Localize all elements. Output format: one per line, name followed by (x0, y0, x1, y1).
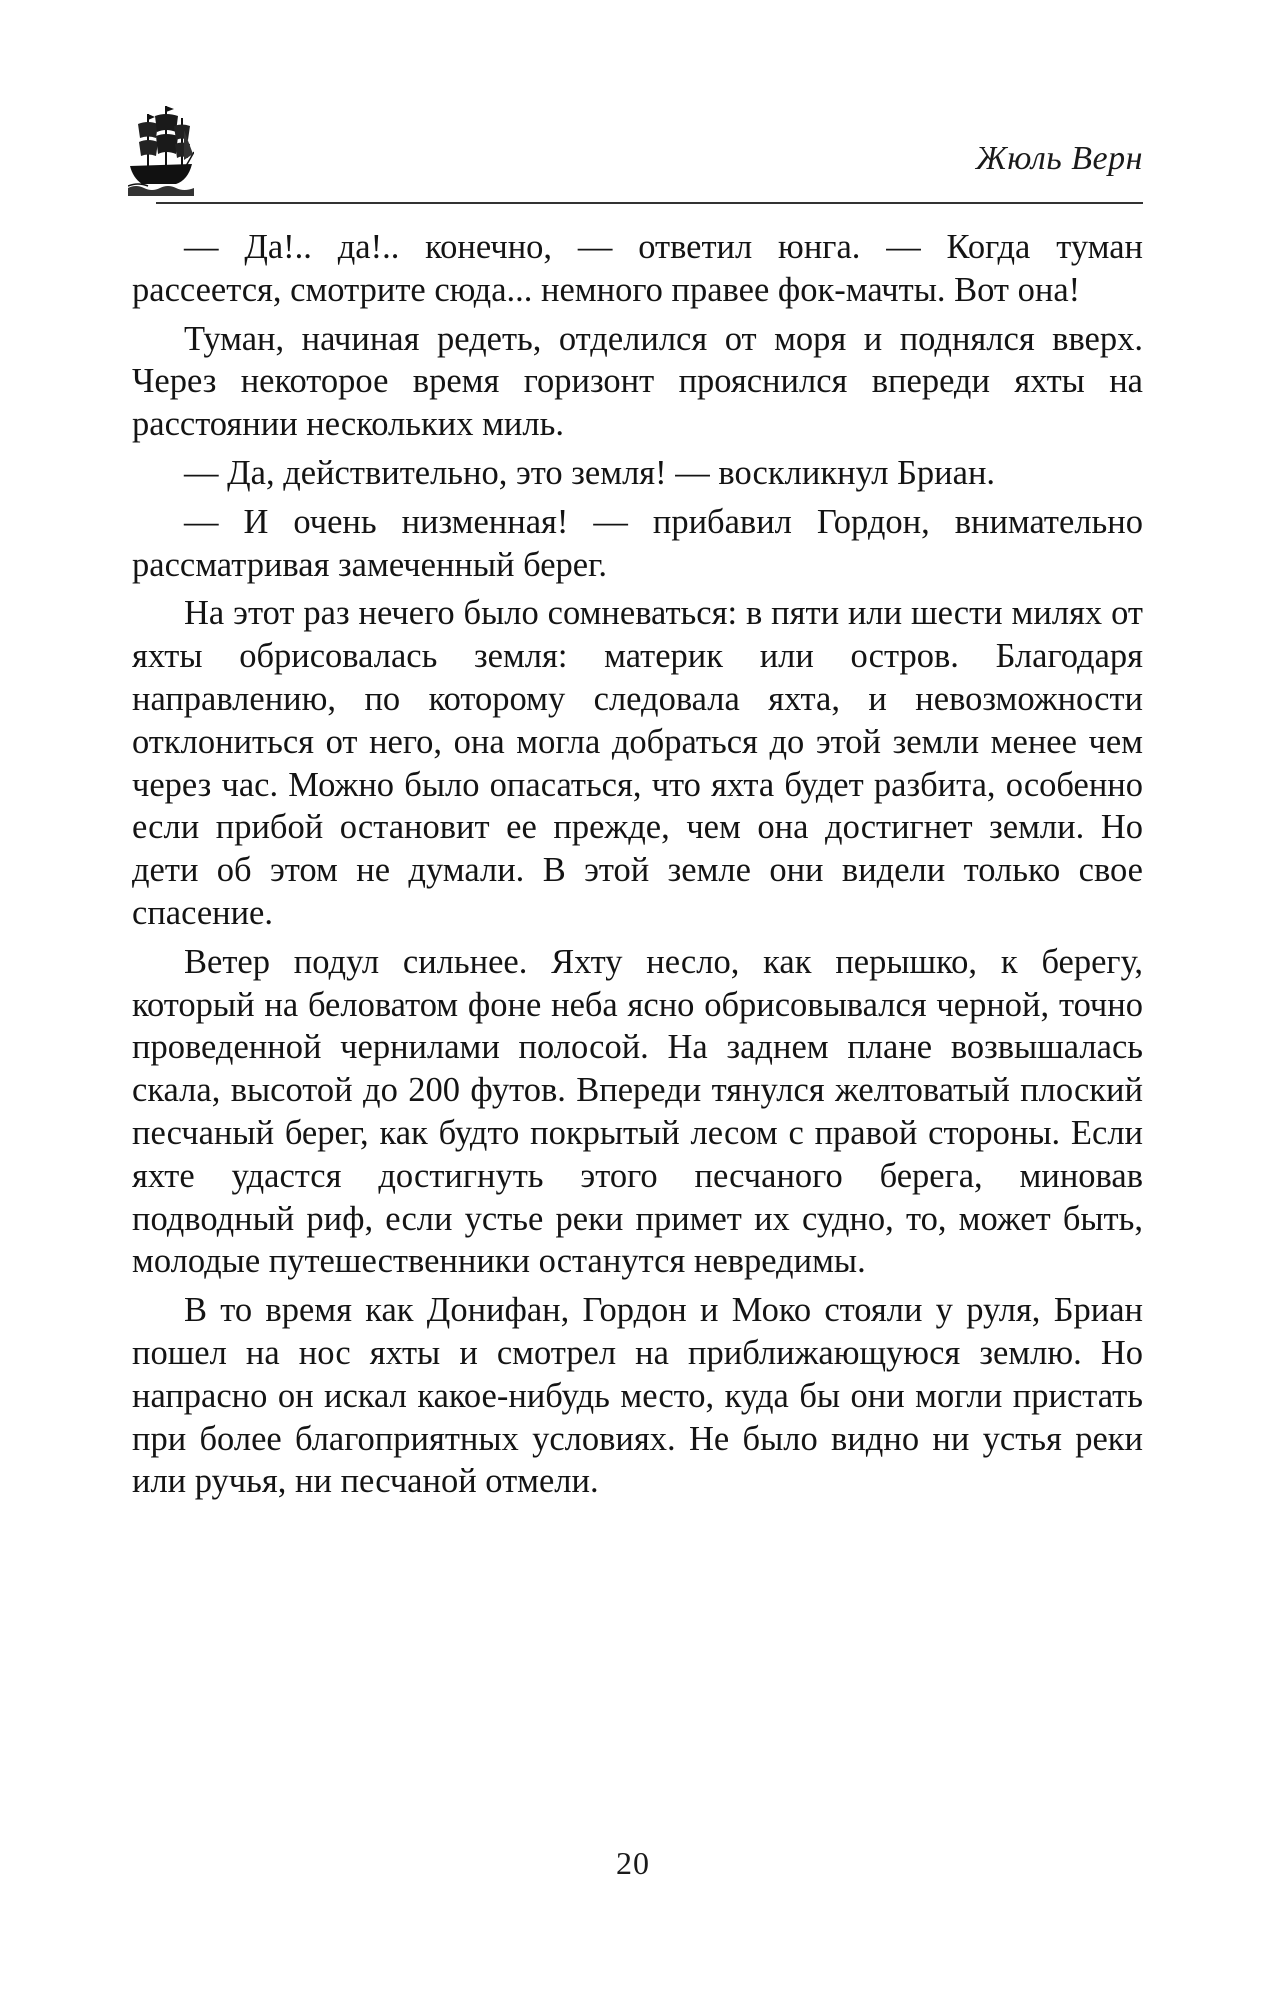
sailing-ship-icon (128, 100, 194, 196)
paragraph-1: — Да!.. да!.. конечно, — ответил юнга. — Когда туман рассеется, смотрите сюда... немного правее фок-мачты. Вот она! (132, 228, 1143, 309)
body-text (132, 226, 1143, 1509)
paragraph-5: На этот раз нечего было сомневаться: в пяти или шести милях от яхты обрисовалась земля: материк или остров. Благодаря направлению, по которому следовала яхта, и невозможности отклониться от него, она могла добраться до этой земли менее чем через час. Можно было опасаться, что яхта будет разбита, особенно если прибой остановит ее прежде, чем она достигнет земли. Но дети об этом не думали. В этой земле они видели только свое спасение. (132, 594, 1143, 932)
paragraph-4: — И очень низменная! — прибавил Гордон, внимательно рассматривая замеченный берег. (132, 502, 1143, 584)
running-head-author: Жюль Верн (975, 140, 1143, 177)
paragraph-7: В то время как Донифан, Гордон и Моко стояли у руля, Бриан пошел на нос яхты и смотрел на приближающуюся землю. Но напрасно он искал какое-нибудь место, куда бы они могли пристать при более благоприятных условиях. Не было видно ни устья реки или ручья, ни песчаной отмели. (132, 1291, 1143, 1501)
page-header (128, 100, 1143, 208)
header-rule (156, 202, 1143, 204)
paragraph-2: Туман, начиная редеть, отделился от моря и поднялся вверх. Через некоторое время горизонт прояснился впереди яхты на расстоянии нескольких миль. (132, 319, 1143, 444)
page-number: 20 (616, 1845, 650, 1881)
paragraph-3: — Да, действительно, это земля! — воскликнул Бриан. (184, 453, 996, 492)
paragraph-6: Ветер подул сильнее. Яхту несло, как перышко, к берегу, который на беловатом фоне неба ясно обрисовывался черной, точно проведенной чернилами полосой. На заднем плане возвышалась скала, высотой до 200 футов. Впереди тянулся желтоватый плоский песчаный берег, как будто покрытый лесом с правой стороны. Если яхте удастся достигнуть этого песчаного берега, миновав подводный риф, если устье реки примет их судно, то, может быть, молодые путешественники останутся невредимы. (132, 942, 1143, 1281)
